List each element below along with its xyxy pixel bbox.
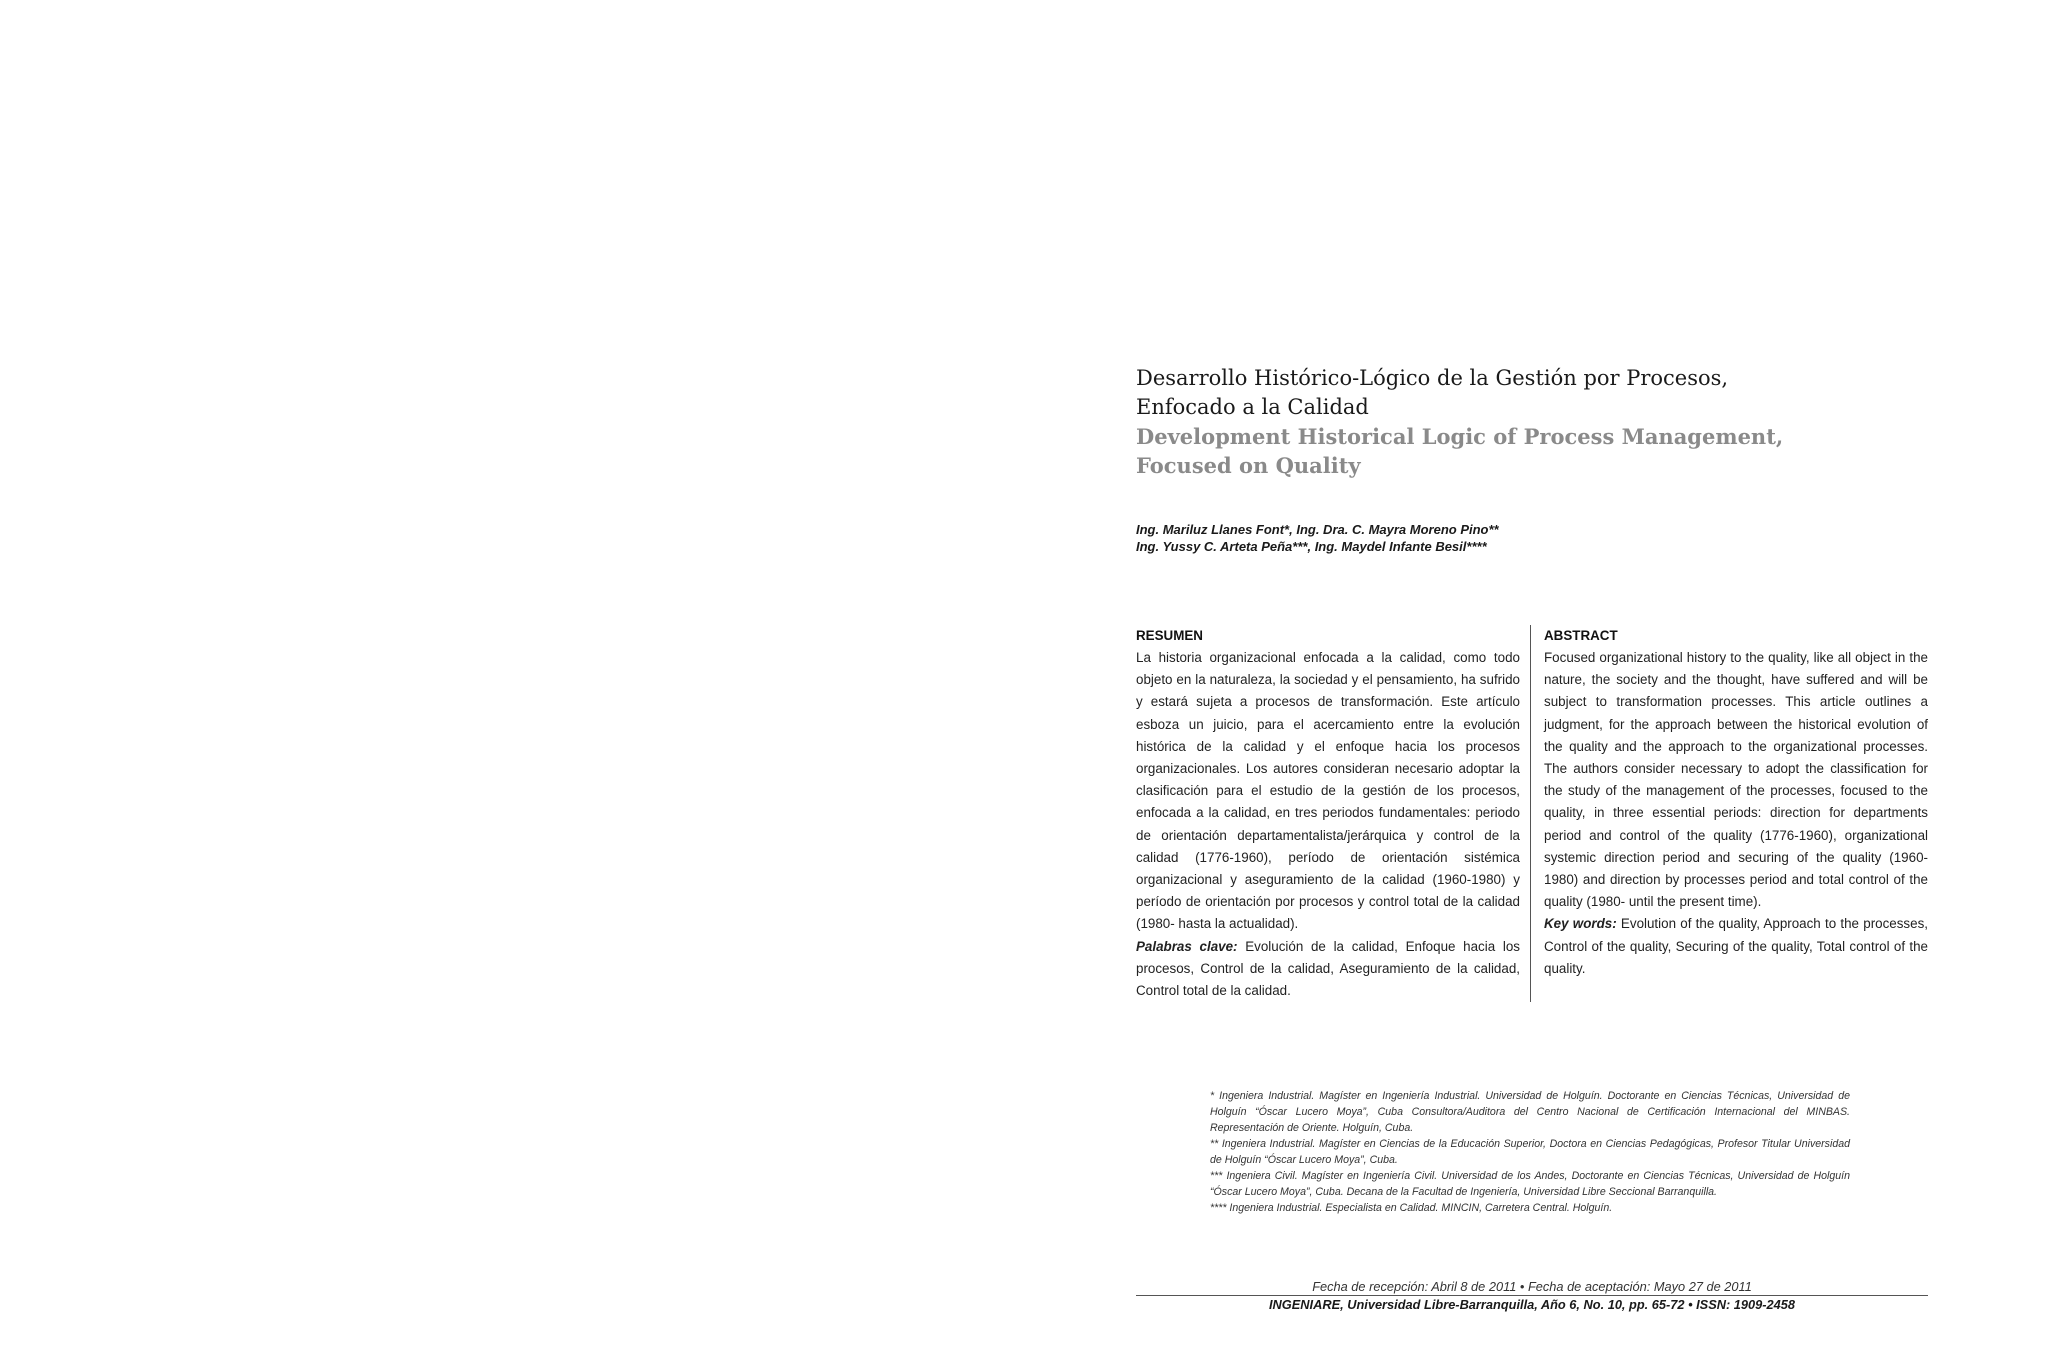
abstract-keywords-label: Key words: (1544, 916, 1617, 932)
authors-line1: Ing. Mariluz Llanes Font*, Ing. Dra. C. Mayra Moreno Pino** (1136, 522, 1499, 537)
title-spanish-line1: Desarrollo Histórico-Lógico de la Gestión por Procesos, (1136, 366, 1729, 390)
abstract-body: Focused organizational history to the quality, like all object in the nature, the society and the thought, have suffered and will be subject to transformation processes. This article outlines a judgment, for the approach between the historical evolution of the quality and the approach to the organizational processes. The authors consider necessary to adopt the classification for the study of the management of the processes, focused to the quality, in three essential periods: direction for departments period and control of the quality (1776-1960), organizational systemic direction period and securing of the quality (1960-1980) and direction by processes period and total control of the quality (1980- until the present time). (1544, 650, 1928, 910)
abstract-keywords-text: Evolution of the quality, Approach to the processes, Control of the quality, Securing of the quality, Total control of the quality. (1544, 916, 1928, 976)
resumen-heading: RESUMEN (1136, 628, 1203, 643)
resumen-keywords-text: Evolución de la calidad, Enfoque hacia los procesos, Control de la calidad, Aseguramiento de la calidad, Control total de la calidad. (1136, 938, 1520, 999)
abstract-columns (1136, 625, 1928, 1002)
title-english-line1: Development Historical Logic of Process Management, (1136, 424, 1784, 449)
footnote-4: **** Ingeniera Industrial. Especialista en Calidad. MINCIN, Carretera Central. Holguín. (1210, 1202, 1613, 1214)
authors (1136, 521, 1928, 555)
footnote-3: *** Ingeniera Civil. Magíster en Ingeniería Civil. Universidad de los Andes, Doctorante en Ciencias Técnicas, Universidad de Holguín “Óscar Lucero Moya”, Cuba. Decana de la Facultad de Ingeniería, Universidad Libre Seccional Barranquilla. (1210, 1170, 1850, 1198)
title-english (1136, 422, 1928, 480)
title-spanish-line2: Enfocado a la Calidad (1136, 395, 1369, 419)
abstract-keywords (1544, 913, 1928, 980)
resumen-section (1136, 625, 1530, 1002)
title-spanish (1136, 364, 1928, 422)
title-english-line2: Focused on Quality (1136, 453, 1361, 478)
authors-line2: Ing. Yussy C. Arteta Peña***, Ing. Maydel Infante Besil**** (1136, 539, 1487, 554)
footnote-2: ** Ingeniera Industrial. Magíster en Ciencias de la Educación Superior, Doctora en Ciencias Pedagógicas, Profesor Titular Universidad de Holguín “Óscar Lucero Moya”, Cuba. (1210, 1138, 1850, 1166)
reception-dates: Fecha de recepción: Abril 8 de 2011 • Fecha de aceptación: Mayo 27 de 2011 (1312, 1279, 1752, 1294)
resumen-keywords (1136, 936, 1520, 1003)
resumen-keywords-label: Palabras clave: (1136, 938, 1238, 954)
abstract-section (1530, 625, 1928, 1002)
author-footnotes (1210, 1088, 1850, 1216)
journal-citation: INGENIARE, Universidad Libre-Barranquilla, Año 6, No. 10, pp. 65-72 • ISSN: 1909-2458 (1269, 1297, 1795, 1312)
article-header (1136, 364, 1928, 999)
footnote-1: * Ingeniera Industrial. Magíster en Ingeniería Industrial. Universidad de Holguín. Doctorante en Ciencias Técnicas, Universidad de Holguín “Óscar Lucero Moya”, Cuba Consultora/Auditora del Centro Nacional de Certificación Internacional del MINBAS. Representación de Oriente. Holguín, Cuba. (1210, 1090, 1850, 1134)
resumen-body: La historia organizacional enfocada a la calidad, como todo objeto en la naturaleza, la sociedad y el pensamiento, ha sufrido y estará sujeta a procesos de transformación. Este artículo esboza un juicio, para el acercamiento entre la evolución histórica de la calidad y el enfoque hacia los procesos organizacionales. Los autores consideran necesario adoptar la clasificación para el estudio de la gestión de los procesos, enfocada a la calidad, en tres periodos fundamentales: periodo de orientación departamentalista/jerárquica y control de la calidad (1776-1960), período de orientación sistémica organizacional y aseguramiento de la calidad (1960-1980) y período de orientación por procesos y control total de la calidad (1980- hasta la actualidad). (1136, 650, 1520, 932)
page-footer (1136, 1278, 1928, 1314)
abstract-heading: ABSTRACT (1544, 628, 1618, 643)
